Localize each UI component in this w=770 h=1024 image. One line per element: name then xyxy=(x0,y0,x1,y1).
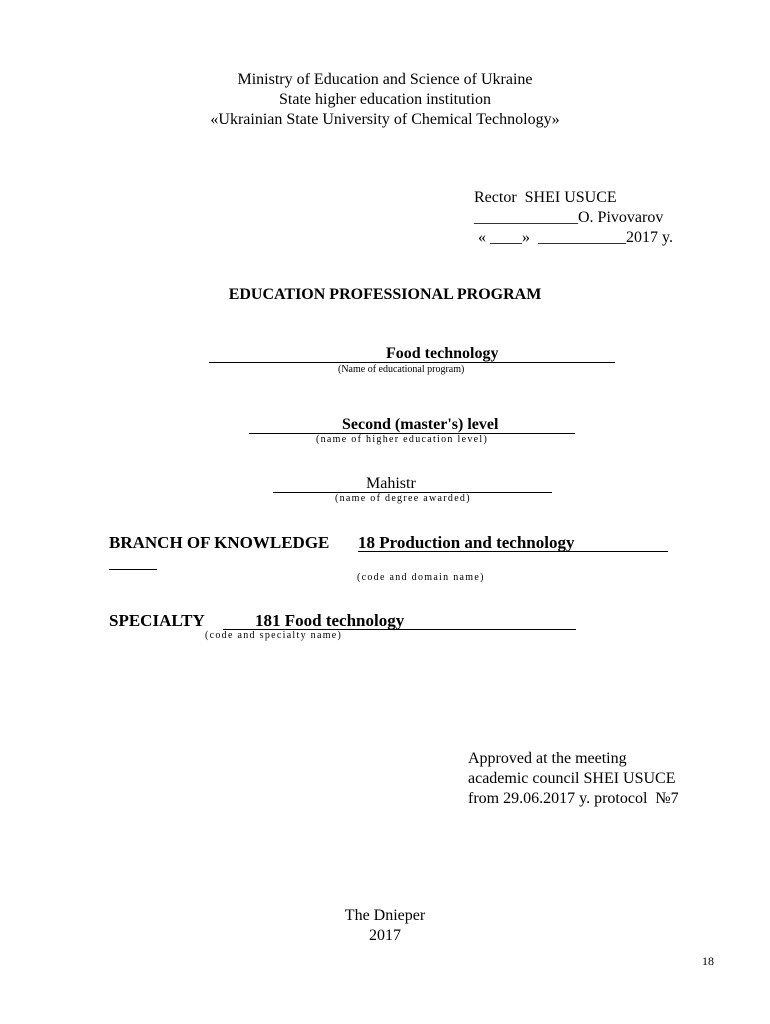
university-name-line: «Ukrainian State University of Chemical Technology» xyxy=(210,111,560,128)
approved-line-1: Approved at the meeting xyxy=(468,750,627,767)
ministry-line: Ministry of Education and Science of Ukraine xyxy=(237,71,533,88)
degree-caption: (name of degree awarded) xyxy=(335,493,471,504)
specialty-label: SPECIALTY xyxy=(109,611,205,630)
footer-city: The Dnieper xyxy=(344,907,426,924)
rector-signature: _____________O. Pivovarov xyxy=(474,209,664,226)
branch-value: 18 Production and technology xyxy=(358,533,575,552)
specialty-caption: (code and specialty name) xyxy=(205,630,343,641)
program-name-caption: (Name of educational program) xyxy=(338,364,465,375)
branch-caption: (code and domain name) xyxy=(357,572,485,583)
program-name-value: Food technology xyxy=(386,345,499,362)
approved-line-3: from 29.06.2017 y. protocol №7 xyxy=(468,790,679,807)
education-level-caption: (name of higher education level) xyxy=(316,434,489,445)
branch-continuation-line xyxy=(109,569,157,570)
approval-date: « ____» ___________2017 y. xyxy=(474,229,673,246)
degree-value: Mahistr xyxy=(366,475,416,492)
specialty-value: 181 Food technology xyxy=(255,611,405,630)
approved-line-2: academic council SHEI USUCE xyxy=(468,770,676,787)
education-level-value: Second (master's) level xyxy=(342,416,499,433)
institution-type-line: State higher education institution xyxy=(279,91,491,108)
page-number: 18 xyxy=(702,954,714,968)
branch-label: BRANCH OF KNOWLEDGE xyxy=(109,533,330,552)
footer-year: 2017 xyxy=(369,927,401,944)
rector-title: Rector SHEI USUCE xyxy=(474,189,617,206)
program-title: EDUCATION PROFESSIONAL PROGRAM xyxy=(228,286,542,303)
